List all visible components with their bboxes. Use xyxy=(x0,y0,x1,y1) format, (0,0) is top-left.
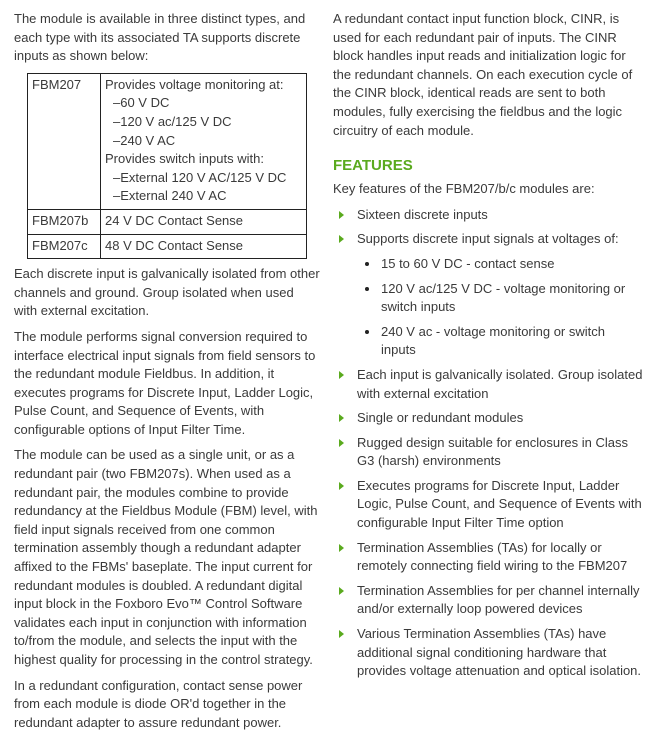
triangle-bullet-icon xyxy=(339,414,344,422)
triangle-bullet-icon xyxy=(339,235,344,243)
triangle-bullet-icon xyxy=(339,482,344,490)
right-column xyxy=(333,10,643,687)
module-types-table xyxy=(27,73,307,259)
switch-item: –External 120 V AC/125 V DC xyxy=(113,169,287,185)
triangle-bullet-icon xyxy=(339,587,344,595)
triangle-bullet-icon xyxy=(339,439,344,447)
sub-feature-item xyxy=(333,323,643,360)
voltage-heading: Provides voltage monitoring at: xyxy=(105,76,284,92)
left-column xyxy=(14,10,320,739)
sub-feature-text: 15 to 60 V DC - contact sense xyxy=(381,255,555,271)
switch-heading: Provides switch inputs with: xyxy=(105,151,264,167)
model-cell: FBM207b xyxy=(28,209,101,234)
table-row xyxy=(28,73,307,209)
body-paragraph: Each discrete input is galvanically isolated from other channels and ground. Group isolated when used with external excitation. xyxy=(14,266,320,319)
feature-text: Termination Assemblies for per channel internally and/or externally loop powered devices xyxy=(357,582,640,617)
feature-item xyxy=(333,230,643,249)
feature-text: Rugged design suitable for enclosures in Class G3 (harsh) environments xyxy=(357,434,628,469)
voltage-item: –240 V AC xyxy=(113,132,176,148)
sub-feature-text: 120 V ac/125 V DC - voltage monitoring or switch inputs xyxy=(381,280,626,315)
triangle-bullet-icon xyxy=(339,630,344,638)
model-cell: FBM207c xyxy=(28,234,101,259)
features-list xyxy=(333,206,643,681)
description-cell: 48 V DC Contact Sense xyxy=(101,234,307,259)
feature-item xyxy=(333,477,643,533)
sub-feature-item xyxy=(333,255,643,274)
feature-item xyxy=(333,582,643,619)
sub-feature-item xyxy=(333,280,643,317)
description-cell xyxy=(101,73,307,209)
voltage-item: –60 V DC xyxy=(113,95,170,111)
bullet-dot-icon xyxy=(365,330,369,334)
model-cell: FBM207 xyxy=(28,73,101,209)
bullet-dot-icon xyxy=(365,262,369,266)
feature-item xyxy=(333,366,643,403)
cinr-paragraph: A redundant contact input function block, CINR, is used for each redundant pair of inputs. The CINR block handles input reads and initialization logic for the redundant channels. On each execution cycle of the CINR block, identical reads are sent to both modules, fully exercising the fieldbus and the logic circuitry of each module. xyxy=(333,11,633,138)
feature-item xyxy=(333,206,643,225)
bullet-dot-icon xyxy=(365,287,369,291)
triangle-bullet-icon xyxy=(339,211,344,219)
feature-item xyxy=(333,539,643,576)
body-paragraph: In a redundant configuration, contact sense power from each module is diode OR'd together in the redundant adapter to assure redundant power. xyxy=(14,677,303,730)
intro-paragraph: The module is available in three distinct types, and each type with its associated TA supports discrete inputs as shown below: xyxy=(14,11,306,64)
table-row xyxy=(28,234,307,259)
feature-text: Supports discrete input signals at voltages of: xyxy=(357,231,619,247)
triangle-bullet-icon xyxy=(339,544,344,552)
features-heading: FEATURES xyxy=(333,157,413,175)
description-cell: 24 V DC Contact Sense xyxy=(101,209,307,234)
features-intro: Key features of the FBM207/b/c modules are: xyxy=(333,181,595,197)
feature-text: Termination Assemblies (TAs) for locally or remotely connecting field wiring to the FBM207 xyxy=(357,539,628,574)
switch-item: –External 240 V AC xyxy=(113,188,227,204)
feature-text: Each input is galvanically isolated. Group isolated with external excitation xyxy=(357,366,643,401)
table-row xyxy=(28,209,307,234)
feature-text: Single or redundant modules xyxy=(357,410,524,426)
feature-text: Executes programs for Discrete Input, Ladder Logic, Pulse Count, and Sequence of Events with configurable Input Filter Time option xyxy=(357,477,642,531)
feature-text: Various Termination Assemblies (TAs) have additional signal conditioning hardware that provides voltage attenuation and optical isolation. xyxy=(357,626,642,679)
triangle-bullet-icon xyxy=(339,371,344,379)
feature-item xyxy=(333,434,643,471)
body-paragraph: The module can be used as a single unit, or as a redundant pair (two FBM207s). When used as a redundant pair, the modules combine to provide redundancy at the Fieldbus Module (FBM) level, with field input signals received from one common termination assembly though a redundant adapter affixed to the FBMs' baseplate. The input current for redundant modules is doubled. A redundant digital input block in the Foxboro Evo™ Control Software validates each input in conjunction with information to/from the module, and selects the input with the highest quality for processing in the control strategy. xyxy=(14,447,318,667)
feature-text: Sixteen discrete inputs xyxy=(357,206,488,222)
sub-feature-text: 240 V ac - voltage monitoring or switch inputs xyxy=(381,323,605,358)
voltage-item: –120 V ac/125 V DC xyxy=(113,113,232,129)
feature-item xyxy=(333,409,643,428)
body-paragraph: The module performs signal conversion required to interface electrical input signals from field sensors to the redundant module Fieldbus. In addition, it executes programs for Discrete Input, Ladder Logic, Pulse Count, and Sequence of Events, with configurable options of Input Filter Time. xyxy=(14,328,316,437)
feature-item xyxy=(333,625,643,681)
